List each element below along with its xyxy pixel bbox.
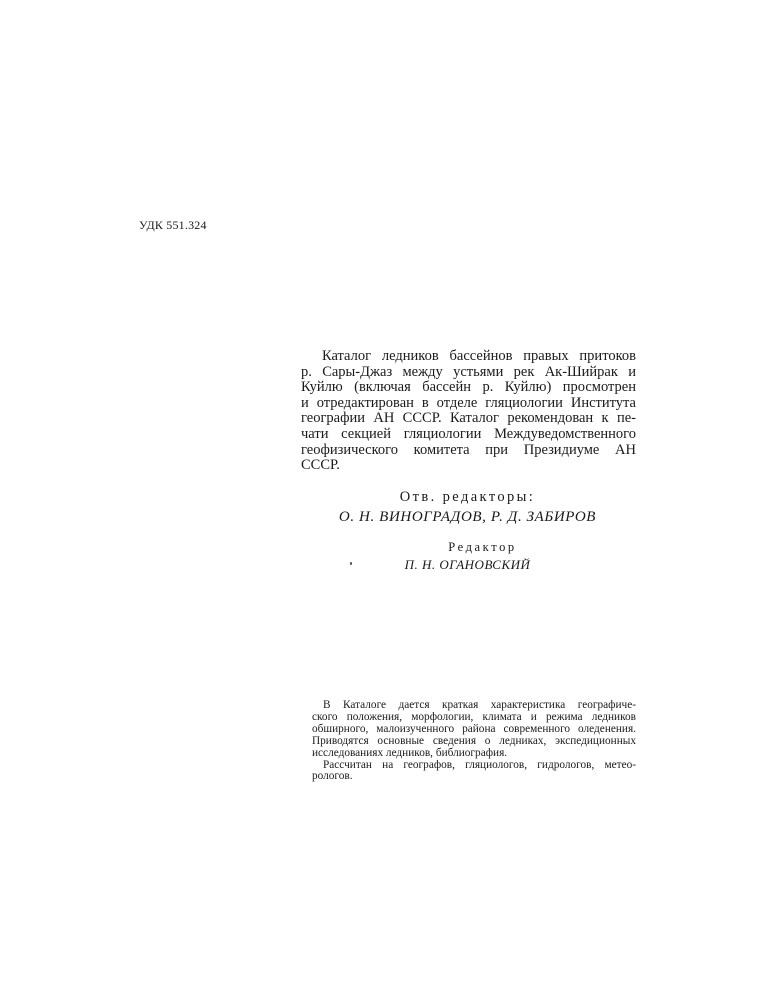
approval-line: геофизического комитета при Президиуме АН <box>301 441 636 458</box>
abstract-line: ского положения, морфологии, климата и режима ледников <box>312 710 636 723</box>
abstract-line: обширного, малоизученного района современного оледенения. <box>312 722 636 735</box>
approval-line: Куйлю (включая бассейн р. Куйлю) просмотрен <box>301 379 636 396</box>
approval-paragraph <box>301 349 636 474</box>
udk-code: УДК 551.324 <box>139 218 207 232</box>
editor-label: Редактор <box>448 540 517 554</box>
approval-line: географии АН СССР. Каталог рекомендован к пе- <box>301 410 636 427</box>
abstract-line: Приводятся основные сведения о ледниках, экспедиционных <box>312 734 636 747</box>
approval-line: чати секцией гляциологии Междуведомственного <box>301 425 636 442</box>
responsible-editors-label: Отв. редакторы: <box>399 489 536 505</box>
responsible-editors-names: О. Н. ВИНОГРАДОВ, Р. Д. ЗАБИРОВ <box>338 509 597 525</box>
approval-line: СССР. <box>301 457 340 474</box>
abstract-line: Рассчитан на географов, гляциологов, гидрологов, метео- <box>323 758 636 771</box>
abstract-line: исследованиях ледников, библиография. <box>312 746 508 759</box>
approval-line: и отредактирован в отделе гляциологии Института <box>301 394 636 411</box>
abstract-line: рологов. <box>312 770 353 783</box>
abstract-paragraph <box>312 700 636 783</box>
approval-line: Каталог ледников бассейнов правых притоков <box>322 348 636 364</box>
approval-line: р. Сары-Джаз между устьями рек Ак-Шийрак и <box>301 363 636 380</box>
abstract-line: В Каталоге дается краткая характеристика географиче- <box>323 699 636 711</box>
editor-name: П. Н. ОГАНОВСКИЙ <box>404 557 531 572</box>
